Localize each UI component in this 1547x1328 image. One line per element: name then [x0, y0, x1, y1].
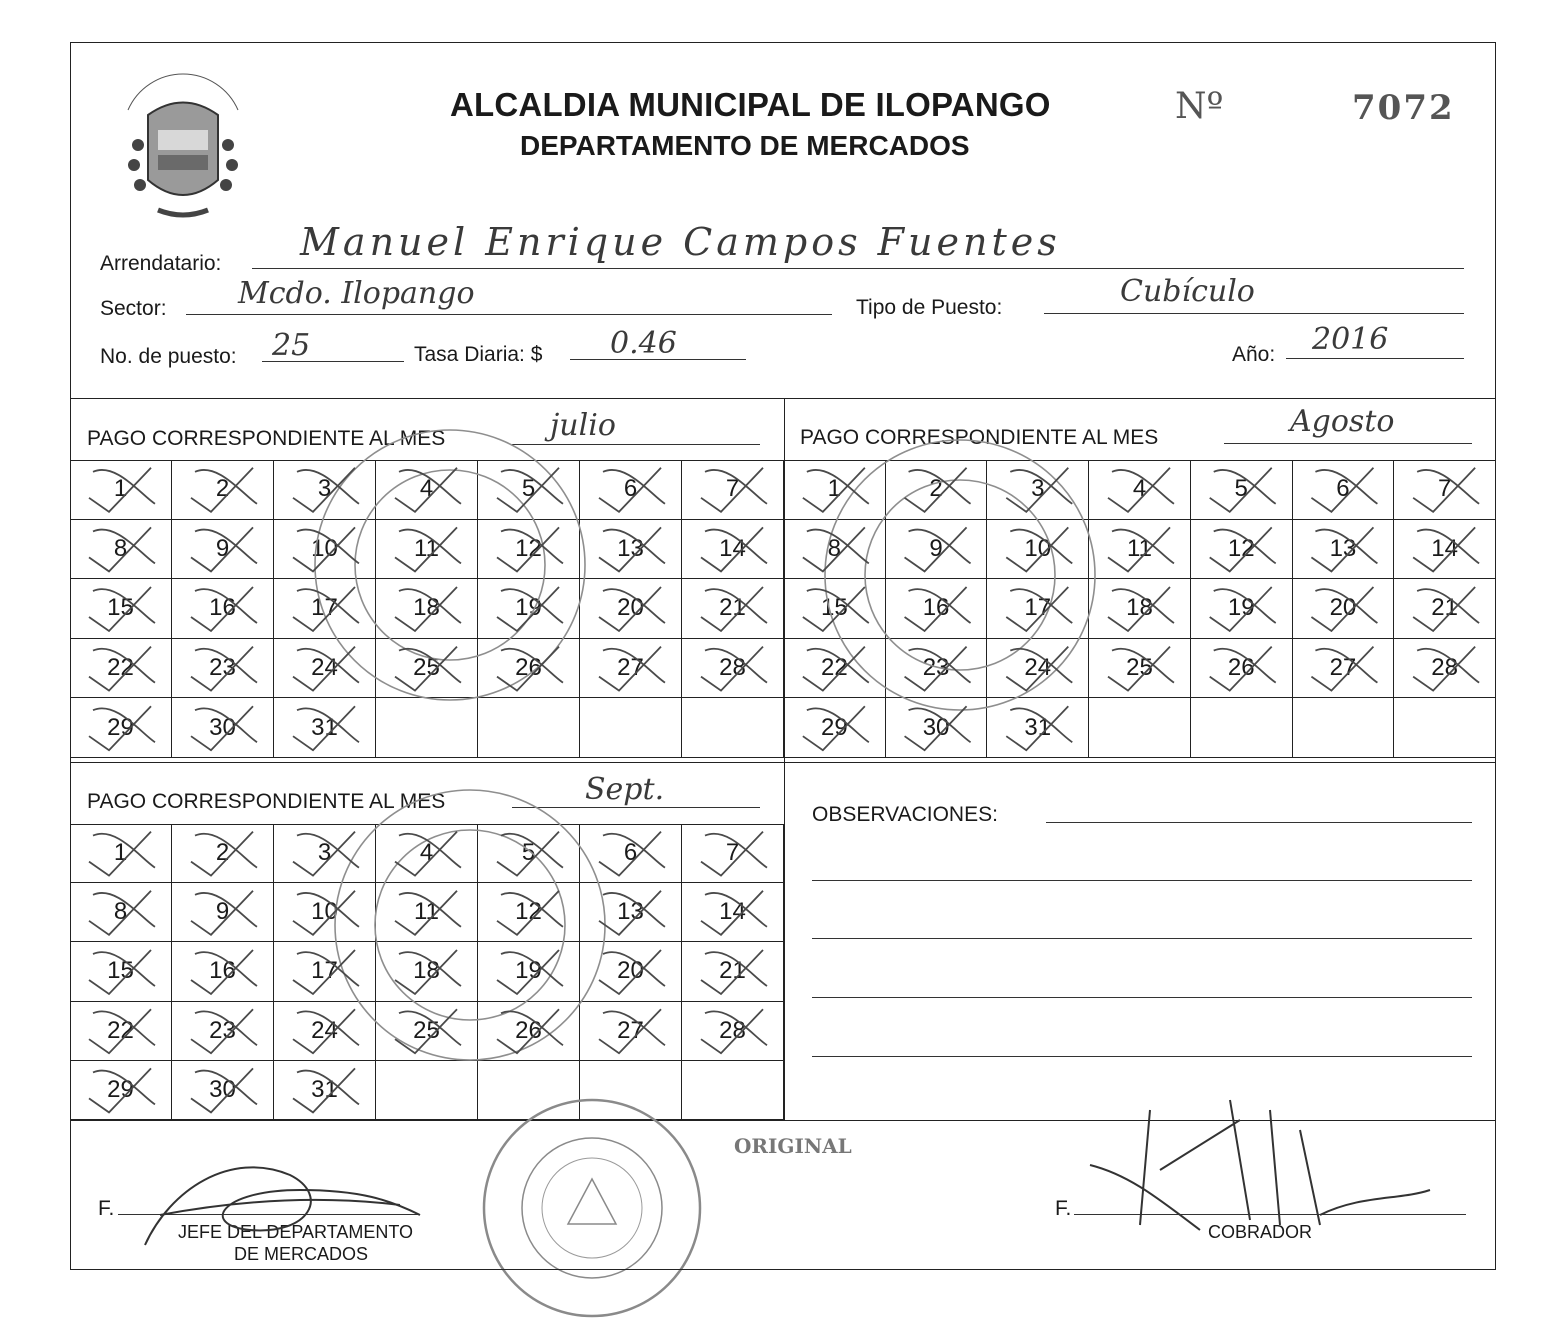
day-cell-julio-31: 31	[274, 698, 376, 758]
day-cell-sept-23: 23	[172, 1002, 274, 1061]
day-cell-sept-14: 14	[682, 883, 784, 942]
f-label-left: F.	[98, 1197, 115, 1220]
day-cell-agosto-22: 22	[784, 639, 886, 699]
original-mark: ORIGINAL	[734, 1134, 852, 1158]
day-cell-julio-21: 21	[682, 579, 784, 639]
day-cell-agosto-4: 4	[1089, 460, 1191, 520]
arrendatario-label: Arrendatario:	[100, 252, 222, 275]
day-cell-julio-19: 19	[478, 579, 580, 639]
day-cell-agosto-18: 18	[1089, 579, 1191, 639]
receipt-form-border	[70, 42, 1496, 1270]
day-cell-sept-25: 25	[376, 1002, 478, 1061]
day-cell-julio-30: 30	[172, 698, 274, 758]
day-cell-julio-10: 10	[274, 520, 376, 580]
day-cell-sept-2: 2	[172, 824, 274, 883]
no-puesto-label: No. de puesto:	[100, 345, 237, 368]
day-cell-agosto-2: 2	[886, 460, 988, 520]
day-cell-sept-9: 9	[172, 883, 274, 942]
cobrador-caption: COBRADOR	[1208, 1222, 1313, 1242]
day-cell-sept-12: 12	[478, 883, 580, 942]
day-cell-sept-17: 17	[274, 942, 376, 1001]
f-label-right: F.	[1055, 1197, 1072, 1220]
observaciones-label: OBSERVACIONES:	[812, 803, 998, 826]
day-cell-agosto-11: 11	[1089, 520, 1191, 580]
day-cell-sept-26: 26	[478, 1002, 580, 1061]
document-subtitle: DEPARTAMENTO DE MERCADOS	[520, 130, 970, 161]
day-cell-julio-16: 16	[172, 579, 274, 639]
day-cell-sept-6: 6	[580, 824, 682, 883]
arrendatario-value: Manuel Enrique Campos Fuentes	[300, 220, 1061, 264]
day-cell-julio-17: 17	[274, 579, 376, 639]
day-cell-sept-4: 4	[376, 824, 478, 883]
day-cell-sept-29: 29	[70, 1061, 172, 1120]
no-puesto-value: 25	[272, 328, 311, 363]
day-cell-sept-30: 30	[172, 1061, 274, 1120]
day-cell-sept-3: 3	[274, 824, 376, 883]
day-cell-julio-18: 18	[376, 579, 478, 639]
day-cell-julio-15: 15	[70, 579, 172, 639]
day-cell-sept-31: 31	[274, 1061, 376, 1120]
document-title: ALCALDIA MUNICIPAL DE ILOPANGO	[450, 86, 1051, 123]
day-cell-julio-29: 29	[70, 698, 172, 758]
day-cell-agosto-21: 21	[1394, 579, 1496, 639]
day-cell-agosto-6: 6	[1293, 460, 1395, 520]
day-cell-agosto-1: 1	[784, 460, 886, 520]
jefe-caption-line1: JEFE DEL DEPARTAMENTO	[178, 1222, 414, 1242]
day-cell-sept-28: 28	[682, 1002, 784, 1061]
day-cell-sept-13: 13	[580, 883, 682, 942]
day-cell-agosto-12: 12	[1191, 520, 1293, 580]
day-cell-agosto-19: 19	[1191, 579, 1293, 639]
receipt-number: 7072	[1352, 88, 1455, 128]
day-cell-sept-11: 11	[376, 883, 478, 942]
day-cell-sept-15: 15	[70, 942, 172, 1001]
day-cell-sept-7: 7	[682, 824, 784, 883]
day-cell-sept-27: 27	[580, 1002, 682, 1061]
day-cell-julio-1: 1	[70, 460, 172, 520]
day-cell-sept-22: 22	[70, 1002, 172, 1061]
day-cell-julio-27: 27	[580, 639, 682, 699]
month-label-julio: PAGO CORRESPONDIENTE AL MES	[87, 427, 446, 450]
day-cell-agosto-14: 14	[1394, 520, 1496, 580]
day-cell-agosto-3: 3	[987, 460, 1089, 520]
day-cell-sept-19: 19	[478, 942, 580, 1001]
anio-label: Año:	[1232, 343, 1276, 366]
day-cell-agosto-15: 15	[784, 579, 886, 639]
day-cell-sept-5: 5	[478, 824, 580, 883]
day-cell-julio-4: 4	[376, 460, 478, 520]
day-cell-agosto-13: 13	[1293, 520, 1395, 580]
day-cell-agosto-7: 7	[1394, 460, 1496, 520]
day-cell-agosto-26: 26	[1191, 639, 1293, 699]
day-cell-sept-1: 1	[70, 824, 172, 883]
day-cell-julio-7: 7	[682, 460, 784, 520]
month-label-sept: PAGO CORRESPONDIENTE AL MES	[87, 790, 446, 813]
day-cell-agosto-8: 8	[784, 520, 886, 580]
month-label-agosto: PAGO CORRESPONDIENTE AL MES	[800, 426, 1159, 449]
day-cell-agosto-9: 9	[886, 520, 988, 580]
day-cell-julio-20: 20	[580, 579, 682, 639]
day-cell-julio-3: 3	[274, 460, 376, 520]
day-cell-julio-23: 23	[172, 639, 274, 699]
month-value-sept: Sept.	[585, 772, 665, 807]
day-cell-julio-9: 9	[172, 520, 274, 580]
day-cell-sept-24: 24	[274, 1002, 376, 1061]
day-cell-agosto-31: 31	[987, 698, 1089, 758]
receipt-number-label: Nº	[1175, 86, 1224, 127]
day-cell-sept-21: 21	[682, 942, 784, 1001]
sector-label: Sector:	[100, 297, 167, 320]
day-cell-agosto-5: 5	[1191, 460, 1293, 520]
day-cell-julio-12: 12	[478, 520, 580, 580]
day-cell-sept-18: 18	[376, 942, 478, 1001]
day-cell-agosto-27: 27	[1293, 639, 1395, 699]
anio-value: 2016	[1312, 322, 1389, 357]
day-cell-julio-5: 5	[478, 460, 580, 520]
day-cell-julio-28: 28	[682, 639, 784, 699]
day-cell-julio-24: 24	[274, 639, 376, 699]
day-cell-agosto-29: 29	[784, 698, 886, 758]
day-cell-julio-22: 22	[70, 639, 172, 699]
month-value-agosto: Agosto	[1290, 404, 1395, 439]
day-cell-agosto-20: 20	[1293, 579, 1395, 639]
day-cell-sept-16: 16	[172, 942, 274, 1001]
day-cell-julio-26: 26	[478, 639, 580, 699]
day-cell-julio-14: 14	[682, 520, 784, 580]
day-cell-agosto-23: 23	[886, 639, 988, 699]
day-cell-sept-8: 8	[70, 883, 172, 942]
day-cell-agosto-25: 25	[1089, 639, 1191, 699]
month-value-julio: julio	[550, 408, 616, 443]
day-cell-agosto-30: 30	[886, 698, 988, 758]
day-cell-agosto-28: 28	[1394, 639, 1496, 699]
day-cell-agosto-24: 24	[987, 639, 1089, 699]
sector-value: Mcdo. Ilopango	[238, 276, 475, 311]
tasa-diaria-value: 0.46	[610, 326, 677, 361]
tipo-puesto-label: Tipo de Puesto:	[856, 296, 1003, 319]
day-cell-agosto-17: 17	[987, 579, 1089, 639]
day-cell-agosto-10: 10	[987, 520, 1089, 580]
jefe-caption-line2: DE MERCADOS	[234, 1244, 369, 1264]
tasa-diaria-label: Tasa Diaria: $	[414, 343, 543, 366]
day-cell-julio-8: 8	[70, 520, 172, 580]
day-cell-julio-2: 2	[172, 460, 274, 520]
day-cell-sept-20: 20	[580, 942, 682, 1001]
tipo-puesto-value: Cubículo	[1120, 274, 1255, 309]
day-cell-julio-25: 25	[376, 639, 478, 699]
day-cell-julio-6: 6	[580, 460, 682, 520]
day-cell-julio-13: 13	[580, 520, 682, 580]
day-cell-agosto-16: 16	[886, 579, 988, 639]
day-cell-julio-11: 11	[376, 520, 478, 580]
day-cell-sept-10: 10	[274, 883, 376, 942]
